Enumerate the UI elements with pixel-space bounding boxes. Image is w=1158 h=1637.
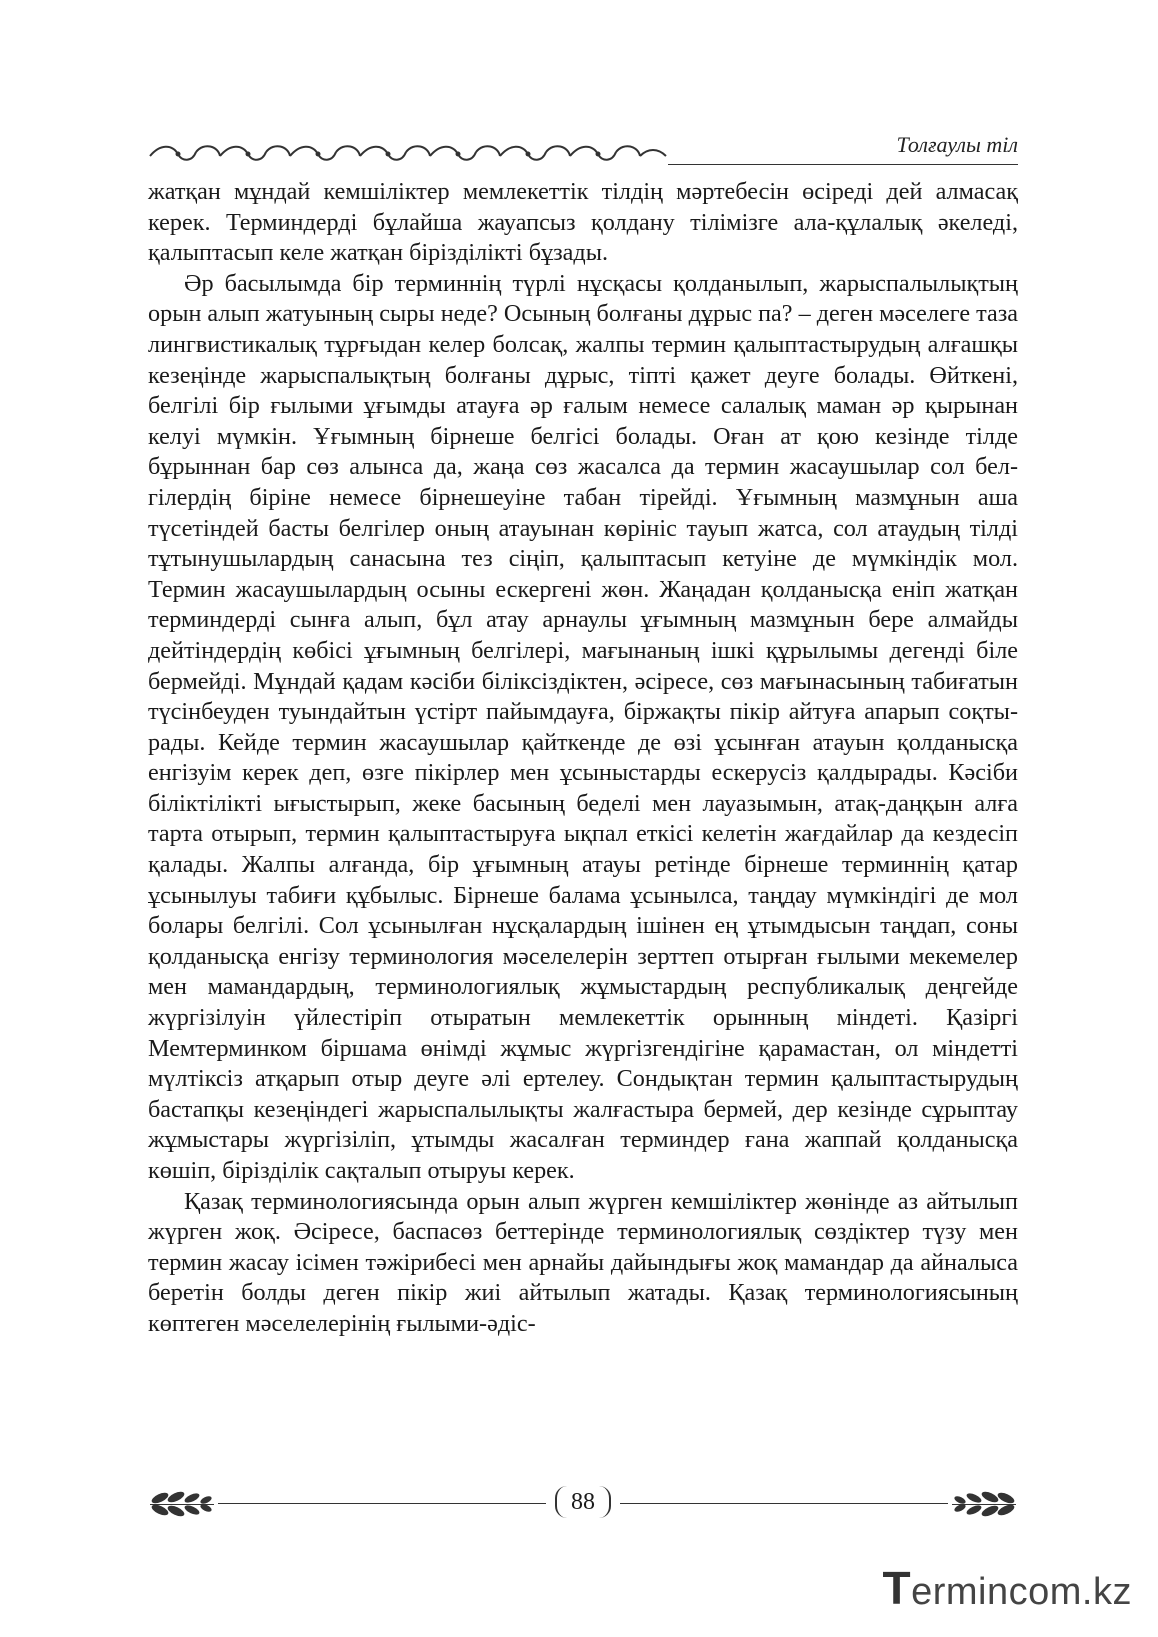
watermark-logo-letter: T [882,1562,912,1614]
footer-rule-right [620,1503,948,1504]
watermark-o: o [1028,1571,1050,1613]
laurel-leaf-icon [148,1488,218,1520]
site-watermark [883,1561,1133,1615]
running-header [148,128,1018,168]
watermark-text: erminc [911,1571,1029,1613]
laurel-leaf-icon [948,1488,1018,1520]
paragraph: Әр басылымда бір терминнің түрлі нұсқасы қолданылып, жарыспалылықтың орын алып жатуының сыры неде? Осының болғаны дұрыс па? – деген мәселеге таза лингвистикалық тұрғыдан келер болсақ, жалпы термин қалыптастырудың алғашқы кезеңінде жарыспалықтың болғаны дұрыс, тіпті қажет деуге болады. Өйткені, белгілі бір ғылыми ұғымды атауға әр ғалым немесе салалық маман әр қырынан келуі мүмкін. Ұғымның бірнеше белгісі болады. Оған ат қою кезінде тілде бұрыннан бар сөз алынса да, жаңа сөз жасалса да термин жасаушылар сол белгілердің біріне немесе бірнешеуіне табан тірейді. Ұғымның мазмұнын аша түсетіндей басты белгілер оның атауынан көрініс тауып жатса, сол атаудың тілді тұтынушылардың санасына тез сіңіп, қалыптасып кетуіне де мүмкіндік мол. Термин жасаушылардың осыны ескергені жөн. Жаңадан қолданысқа еніп жатқан терминдерді сынға алып, бұл атау арнаулы ұғымның мазмұнын бере алмайды дейтіндердің көбісі ұғымның белгілері, мағынаның ішкі құрылымы дегенді біле бермейді. Мұндай қадам кәсіби біліксіздіктен, әсіресе, сөз мағынасының табиғатын түсінбеуден туындайтын үстірт пайымдауға, біржақты пікір айтуға апарып соқтырады. Кейде термин жасаушылар қайткенде де өзі ұсынған атауын қолданысқа енгізуім керек деп, өзге пікірлер мен ұсыныстарды ескерусіз қалдырады. Кәсіби біліктілікті ығыстырып, жеке басының беделі мен лауазымын, атақ-даңқын алға тарта отырып, термин қалыптастыруға ықпал еткісі келетін жағдайлар да кездесіп қалады. Жалпы алғанда, бір ұғымның атауы ретінде бірнеше терминнің қатар ұсынылуы табиғи құбылыс. Бірнеше балама ұсынылса, таңдау мүмкіндігі де мол болары белгілі. Сол ұсынылған нұсқалардың ішінен ең ұтымдысын таңдап, соны қолданысқа енгізу терминология мәселелерін зерттеп отырған ғылыми мекемелер мен мамандардың, терминологиялық жұмыстардың республикалық деңгейде жүргізілуін үйлестіріп отыратын мемлекеттік орынның міндеті. Қазіргі Мемтерминком біршама өнімді жұмыс жүргізгендігіне қарамастан, ол міндетті мүлтіксіз атқарып отыр деуге әлі ертелеу. Сондықтан термин қалыптастырудың бастапқы кезеңіндегі жарыспалылықты жалғастыра бермей, дер кезінде сұрыптау жұмыстары жүргізіліп, ұтымды жасалған терминдер ғана жаппай қолданысқа көшіп, бірізділік сақталып отыруы керек. [148,269,1018,1184]
header-rule [668,164,1018,165]
body-text [148,177,1018,1340]
page-number: 88 [555,1486,611,1518]
page-footer [148,1484,1018,1524]
scroll-ornament-icon [148,140,668,166]
paragraph: Қазақ терминологиясында орын алып жүрген кемшіліктер жөнінде аз айтылып жүрген жоқ. Әсіресе, баспасөз беттерінде терминологиялық сөздіктер түзу мен термин жасау ісімен тәжірибесі мен арнайы дайындығы жоқ мамандар да айналыса беретін болды деген пікір жиі айтылып жатады. Қазақ терминологиясының көптеген мәселелерінің ғылыми-әдіс- [148,1187,1018,1337]
footer-rule-left [218,1503,546,1504]
watermark-suffix: m.kz [1049,1571,1132,1613]
running-title: Толғаулы тіл [896,132,1018,157]
paragraph: жатқан мұндай кемшіліктер мемлекеттік тілдің мәртебесін өсіреді дей алмасақ керек. Терминдерді бұлайша жауапсыз қолдану тілімізге ала-құлалық әкеледі, қалыптасып келе жатқан бірізділікті бұзады. [148,178,1018,267]
